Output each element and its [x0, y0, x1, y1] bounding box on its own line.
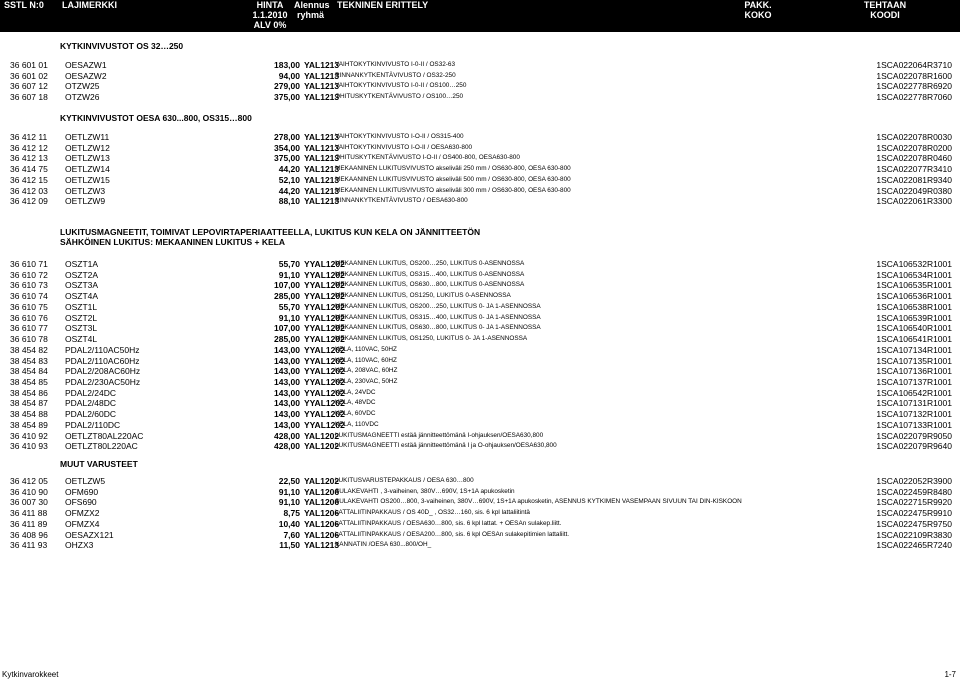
header-tehtaan: TEHTAAN — [863, 0, 907, 10]
footer-page-number: 1-7 — [944, 670, 956, 679]
product-number: 36 610 75 — [10, 301, 48, 312]
discount-group: YAL1213 — [304, 70, 340, 81]
table-row — [0, 420, 960, 431]
technical-description: MEKAANINEN LUKITUSVIVUSTO akseliväli 500 mm / OS630-800, OESA 630-800 — [335, 175, 571, 183]
header-ryhma: ryhmä — [297, 10, 325, 20]
discount-group: YYAL1202 — [304, 334, 345, 344]
product-type: OSZT2L — [65, 312, 98, 323]
factory-code: 1SCA106539R1001 — [876, 312, 952, 323]
footer-left: Kytkinvarokkeet — [2, 670, 59, 679]
product-number: 38 454 88 — [10, 409, 48, 420]
factory-code: 1SCA022778R7060 — [876, 92, 952, 103]
product-price: 91,10 — [278, 312, 300, 323]
product-type: OETLZT80L220AC — [65, 441, 138, 452]
discount-group: YAL1202 — [304, 441, 340, 452]
product-number: 36 408 96 — [10, 529, 48, 540]
product-type: OHZX3 — [65, 540, 94, 551]
technical-description: MEKAANINEN LUKITUS, OS315…400, LUKITUS 0-ASENNOSSA — [335, 270, 525, 278]
discount-group: YYAL1202 — [304, 344, 345, 355]
product-number: 38 454 84 — [10, 366, 48, 377]
product-price: 428,00 — [274, 430, 300, 441]
product-price: 279,00 — [274, 81, 300, 92]
discount-group: YAL1202 — [304, 476, 340, 486]
technical-description: KELA, 24VDC — [335, 388, 376, 396]
table-row — [0, 270, 960, 281]
technical-description: MEKAANINEN LUKITUS, OS1250, LUKITUS 0- JA 1-ASENNOSSA — [335, 335, 528, 342]
product-price: 55,70 — [278, 301, 300, 312]
product-price: 88,10 — [278, 196, 300, 207]
technical-description: OHITUSKYTKENTÄVIVUSTO I-O-II / OS400-800, OESA630-800 — [335, 154, 520, 162]
factory-code: 1SCA022064R3710 — [876, 60, 952, 70]
discount-group: YAL1213 — [304, 132, 340, 142]
product-number: 38 454 89 — [10, 419, 48, 430]
factory-code: 1SCA106540R1001 — [876, 323, 952, 334]
product-type: OETLZT80AL220AC — [65, 430, 144, 441]
header-tekninen-erittely: TEKNINEN ERITTELY — [337, 0, 429, 10]
factory-code: 1SCA107131R1001 — [876, 398, 952, 409]
factory-code: 1SCA106536R1001 — [876, 291, 952, 302]
discount-group: YYAL1202 — [304, 419, 345, 430]
product-type: PDAL2/230AC50Hz — [65, 376, 141, 387]
factory-code: 1SCA022778R6920 — [876, 81, 952, 92]
technical-description: MEKAANINEN LUKITUS, OS630…800, LUKITUS 0-ASENNOSSA — [335, 281, 525, 289]
product-price: 375,00 — [274, 92, 300, 103]
product-type: PDAL2/208AC60Hz — [65, 366, 141, 377]
product-price: 143,00 — [274, 355, 300, 366]
table-row — [0, 431, 960, 442]
discount-group: YYAL1202 — [304, 376, 345, 387]
product-number: 36 610 73 — [10, 280, 48, 291]
technical-description: LATTALIITINPAKKAUS / OESA630…800, sis. 6 kpl lattat. + OESAn sulakep.liitt. — [335, 519, 562, 527]
product-number: 36 601 01 — [10, 60, 48, 70]
product-price: 91,10 — [278, 486, 300, 497]
technical-description: MEKAANINEN LUKITUS, OS200…250, LUKITUS 0- JA 1-ASENNOSSA — [335, 302, 541, 310]
header-hinta: HINTA — [256, 0, 284, 10]
product-number: 36 610 76 — [10, 312, 48, 323]
product-type: OETLZW5 — [65, 476, 106, 486]
technical-description: RINNANKYTKENTÄVIVUSTO / OS32-250 — [335, 71, 456, 79]
product-price: 8,75 — [283, 508, 300, 519]
table-row — [0, 388, 960, 399]
technical-description: RINNANKYTKENTÄVIVUSTO / OESA630-800 — [335, 197, 468, 205]
table-row — [0, 540, 960, 551]
table-row — [0, 259, 960, 270]
factory-code: 1SCA107133R1001 — [876, 419, 952, 430]
product-type: OFM690 — [65, 486, 99, 497]
product-type: OETLZW11 — [65, 132, 110, 142]
technical-description: VAIHTOKYTKINVIVUSTO I-0-II / OS100…250 — [335, 82, 467, 90]
table-row — [0, 366, 960, 377]
product-type: OESAZW1 — [65, 60, 107, 70]
product-price: 143,00 — [274, 409, 300, 420]
product-number: 38 454 87 — [10, 398, 48, 409]
discount-group: YYAL1202 — [304, 312, 345, 323]
product-type: OETLZW15 — [65, 174, 110, 185]
product-type: OFMZX2 — [65, 508, 100, 519]
table-row — [0, 60, 960, 71]
product-number: 36 412 03 — [10, 185, 48, 196]
table-row — [0, 530, 960, 541]
discount-group: YYAL1202 — [304, 259, 345, 269]
discount-group: YYAL1202 — [304, 269, 345, 280]
product-type: PDAL2/110AC60Hz — [65, 355, 140, 366]
factory-code: 1SCA022078R1600 — [876, 70, 952, 81]
factory-code: 1SCA107134R1001 — [876, 344, 952, 355]
factory-code: 1SCA106538R1001 — [876, 301, 952, 312]
technical-description: MEKAANINEN LUKITUS, OS630…800, LUKITUS 0- JA 1-ASENNOSSA — [335, 324, 541, 332]
technical-description: KELA, 110VAC, 50HZ — [335, 345, 397, 353]
discount-group: YYAL1202 — [304, 366, 345, 377]
table-row — [0, 476, 960, 487]
product-type: OFS690 — [65, 497, 97, 508]
factory-code: 1SCA022081R9340 — [876, 174, 952, 185]
technical-description: OHITUSKYTKENTÄVIVUSTO / OS100…250 — [335, 93, 464, 101]
product-price: 354,00 — [274, 142, 300, 153]
table-row — [0, 497, 960, 508]
technical-description: MEKAANINEN LUKITUSVIVUSTO akseliväli 250 mm / OS630-800, OESA 630-800 — [335, 165, 571, 173]
product-number: 36 607 18 — [10, 92, 48, 103]
discount-group: YAL1213 — [304, 540, 340, 551]
technical-description: MEKAANINEN LUKITUSVIVUSTO akseliväli 300 mm / OS630-800, OESA 630-800 — [335, 186, 571, 194]
product-price: 285,00 — [274, 334, 300, 344]
product-type: OFMZX4 — [65, 518, 100, 529]
discount-group: YYAL1202 — [304, 301, 345, 312]
product-number: 36 610 72 — [10, 269, 48, 280]
product-number: 36 411 88 — [10, 508, 48, 519]
product-price: 91,10 — [278, 269, 300, 280]
technical-description: SULAKEVAHTI OS200…800, 3-vaiheinen, 380V…690V, 1S+1A apukosketin, ASENNUS KYTKIMEN VASEMPAAN SIVUUN TAI DIN-KISKOON — [335, 498, 742, 506]
technical-description: KELA, 110VAC, 60HZ — [335, 356, 397, 364]
product-type: OETLZW9 — [65, 196, 106, 207]
product-number: 36 610 78 — [10, 334, 48, 344]
product-number: 36 414 75 — [10, 164, 48, 175]
discount-group: YAL1213 — [304, 185, 340, 196]
section-title: KYTKINVIVUSTOT OS 32…250 — [60, 41, 184, 51]
table-row — [0, 153, 960, 164]
product-price: 55,70 — [278, 259, 300, 269]
discount-group: YAL1206 — [304, 497, 340, 508]
product-price: 91,10 — [278, 497, 300, 508]
product-number: 36 410 90 — [10, 486, 48, 497]
product-price: 143,00 — [274, 344, 300, 355]
technical-description: VAIHTOKYTKINVIVUSTO I-0-II / OS32-63 — [335, 61, 456, 68]
table-row — [0, 143, 960, 154]
product-price: 44,20 — [278, 185, 300, 196]
product-price: 183,00 — [274, 60, 300, 70]
section-title: MUUT VARUSTEET — [60, 459, 138, 469]
discount-group: YYAL1202 — [304, 291, 345, 302]
product-type: PDAL2/110AC50Hz — [65, 344, 140, 355]
header-koko: KOKO — [744, 10, 772, 20]
discount-group: YYAL1202 — [304, 387, 345, 398]
table-row — [0, 280, 960, 291]
table-row — [0, 92, 960, 103]
factory-code: 1SCA022475R9750 — [876, 518, 952, 529]
product-price: 143,00 — [274, 419, 300, 430]
technical-description: LATTALIITINPAKKAUS / OS 40D_ , OS32…160, sis. 6 kpl lattaliitintä — [335, 509, 530, 517]
discount-group: YAL1206 — [304, 518, 340, 529]
product-price: 375,00 — [274, 153, 300, 164]
product-price: 44,20 — [278, 164, 300, 175]
table-row — [0, 508, 960, 519]
table-row — [0, 186, 960, 197]
factory-code: 1SCA022475R9910 — [876, 508, 952, 519]
product-type: OSZT4L — [65, 334, 98, 344]
product-price: 428,00 — [274, 441, 300, 452]
technical-description: KELA, 110VDC — [335, 420, 379, 428]
discount-group: YYAL1202 — [304, 355, 345, 366]
factory-code: 1SCA022052R3900 — [876, 476, 952, 486]
factory-code: 1SCA022079R9050 — [876, 430, 952, 441]
discount-group: YAL1213 — [304, 196, 340, 207]
product-type: OSZT2A — [65, 269, 99, 280]
technical-description: LUKITUSVARUSTEPAKKAUS / OESA 630…800 — [335, 477, 474, 484]
table-row — [0, 519, 960, 530]
discount-group: YAL1213 — [304, 60, 340, 70]
table-row — [0, 71, 960, 82]
table-row — [0, 302, 960, 313]
factory-code: 1SCA106532R1001 — [876, 259, 952, 269]
discount-group: YAL1213 — [304, 153, 340, 164]
product-price: 143,00 — [274, 387, 300, 398]
product-type: OSZT1A — [65, 259, 99, 269]
table-row — [0, 377, 960, 388]
section-title: LUKITUSMAGNEETIT, TOIMIVAT LEPOVIRTAPERIAATTEELLA, LUKITUS KUN KELA ON JÄNNITTEETÖN — [60, 227, 481, 237]
factory-code: 1SCA106541R1001 — [876, 334, 952, 344]
header-alv: ALV 0% — [253, 20, 287, 30]
discount-group: YAL1213 — [304, 81, 340, 92]
product-type: OTZW25 — [65, 81, 100, 92]
table-row — [0, 164, 960, 175]
technical-description: KELA, 208VAC, 60HZ — [335, 367, 398, 375]
product-type: OETLZW14 — [65, 164, 110, 175]
section-title: KYTKINVIVUSTOT OESA 630...800, OS315…800 — [60, 113, 252, 123]
technical-description: LATTALIITINPAKKAUS / OESA200…800, sis. 6 kpl OESAn sulakepitimien lattaliitt. — [335, 530, 570, 538]
technical-description: MEKAANINEN LUKITUS, OS1250, LUKITUS 0-ASENNOSSA — [335, 292, 511, 300]
product-price: 107,00 — [274, 323, 300, 334]
technical-description: SULAKEVAHTI , 3-vaiheinen, 380V…690V, 1S+1A apukosketin — [335, 487, 515, 495]
product-type: OETLZW3 — [65, 185, 106, 196]
table-row — [0, 398, 960, 409]
product-number: 38 454 85 — [10, 376, 48, 387]
table-row — [0, 175, 960, 186]
table-row — [0, 334, 960, 345]
product-price: 11,50 — [279, 540, 300, 551]
factory-code: 1SCA022061R3300 — [876, 196, 952, 207]
product-number: 36 411 89 — [10, 518, 48, 529]
table-row — [0, 291, 960, 302]
product-number: 36 412 09 — [10, 196, 48, 207]
product-number: 38 454 86 — [10, 387, 48, 398]
factory-code: 1SCA022078R0200 — [876, 142, 952, 153]
product-price: 143,00 — [274, 376, 300, 387]
factory-code: 1SCA022049R0380 — [876, 185, 952, 196]
product-type: PDAL2/110DC — [65, 419, 121, 430]
discount-group: YAL1206 — [304, 486, 340, 497]
discount-group: YYAL1202 — [304, 280, 345, 291]
product-type: OSZT3A — [65, 280, 99, 291]
table-row — [0, 196, 960, 207]
product-number: 36 412 11 — [10, 132, 48, 142]
table-row — [0, 132, 960, 143]
discount-group: YAL1213 — [304, 142, 340, 153]
product-price: 10,40 — [278, 518, 300, 529]
technical-description: KELA, 230VAC, 50HZ — [335, 377, 398, 385]
product-number: 36 610 71 — [10, 259, 48, 269]
table-row — [0, 313, 960, 324]
discount-group: YAL1213 — [304, 164, 340, 175]
product-price: 278,00 — [274, 132, 300, 142]
factory-code: 1SCA107132R1001 — [876, 409, 952, 420]
product-price: 22,50 — [278, 476, 300, 486]
table-row — [0, 345, 960, 356]
table-row — [0, 409, 960, 420]
discount-group: YYAL1202 — [304, 409, 345, 420]
product-type: OSZT1L — [65, 301, 98, 312]
product-price: 285,00 — [274, 291, 300, 302]
technical-description: KANNATIN /OESA 630...800/OH_ — [335, 541, 432, 549]
factory-code: 1SCA107136R1001 — [876, 366, 952, 377]
technical-description: LUKITUSMAGNEETTI estää jännitteettömänä I ja O-ohjauksen/OESA630,800 — [335, 442, 557, 450]
factory-code: 1SCA022078R0030 — [876, 132, 952, 142]
product-number: 36 410 93 — [10, 441, 48, 452]
discount-group: YAL1202 — [304, 430, 340, 441]
table-row — [0, 323, 960, 334]
technical-description: MEKAANINEN LUKITUS, OS200…250, LUKITUS 0-ASENNOSSA — [335, 260, 525, 267]
product-number: 36 412 15 — [10, 174, 48, 185]
product-type: PDAL2/24DC — [65, 387, 117, 398]
technical-description: MEKAANINEN LUKITUS, OS315…400, LUKITUS 0- JA 1-ASENNOSSA — [335, 313, 541, 321]
product-number: 36 601 02 — [10, 70, 48, 81]
product-type: OETLZW12 — [65, 142, 110, 153]
product-type: OTZW26 — [65, 92, 100, 103]
technical-description: KELA, 48VDC — [335, 399, 376, 407]
factory-code: 1SCA107135R1001 — [876, 355, 952, 366]
factory-code: 1SCA106542R1001 — [876, 387, 952, 398]
factory-code: 1SCA107137R1001 — [876, 376, 952, 387]
product-number: 38 454 82 — [10, 344, 48, 355]
column-header-bar — [0, 0, 960, 32]
header-pakk: PAKK. — [744, 0, 772, 10]
product-number: 36 610 74 — [10, 291, 48, 302]
table-row — [0, 487, 960, 498]
table-row — [0, 441, 960, 452]
header-hinta-date: 1.1.2010 — [252, 10, 288, 20]
factory-code: 1SCA022077R3410 — [876, 164, 952, 175]
product-number: 36 410 92 — [10, 430, 48, 441]
table-row — [0, 356, 960, 367]
factory-code: 1SCA106535R1001 — [876, 280, 952, 291]
technical-description: LUKITUSMAGNEETTI estää jännitteettömänä I-ohjauksen/OESA630,800 — [335, 431, 544, 439]
product-price: 94,00 — [278, 70, 300, 81]
product-type: OSZT3L — [65, 323, 98, 334]
product-type: PDAL2/60DC — [65, 409, 117, 420]
factory-code: 1SCA022079R9640 — [876, 441, 952, 452]
product-price: 107,00 — [274, 280, 300, 291]
product-number: 36 610 77 — [10, 323, 48, 334]
product-type: OETLZW13 — [65, 153, 110, 164]
technical-description: VAIHTOKYTKINVIVUSTO I-O-II / OS315-400 — [335, 133, 464, 140]
product-number: 38 454 83 — [10, 355, 48, 366]
product-price: 143,00 — [274, 366, 300, 377]
product-price: 143,00 — [274, 398, 300, 409]
product-number: 36 412 13 — [10, 153, 48, 164]
product-price: 7,60 — [283, 529, 300, 540]
discount-group: YYAL1202 — [304, 323, 345, 334]
discount-group: YAL1213 — [304, 92, 340, 103]
product-type: OSZT4A — [65, 291, 99, 302]
factory-code: 1SCA022078R0460 — [876, 153, 952, 164]
header-sstl: SSTL N:0 — [4, 0, 44, 10]
factory-code: 1SCA022715R9920 — [876, 497, 952, 508]
product-type: PDAL2/48DC — [65, 398, 117, 409]
product-type: OESAZX121 — [65, 529, 114, 540]
discount-group: YYAL1202 — [304, 398, 345, 409]
factory-code: 1SCA022465R7240 — [876, 540, 952, 551]
discount-group: YAL1206 — [304, 529, 340, 540]
factory-code: 1SCA022109R3830 — [876, 529, 952, 540]
factory-code: 1SCA022459R8480 — [876, 486, 952, 497]
product-number: 36 607 12 — [10, 81, 48, 92]
section-subtitle: SÄHKÖINEN LUKITUS: MEKAANINEN LUKITUS + KELA — [60, 237, 286, 247]
product-number: 36 007 30 — [10, 497, 48, 508]
product-number: 36 412 12 — [10, 142, 48, 153]
discount-group: YAL1213 — [304, 174, 340, 185]
header-alennus: Alennus — [294, 0, 330, 10]
technical-description: KELA, 60VDC — [335, 410, 376, 418]
product-number: 36 411 93 — [10, 540, 48, 551]
header-koodi: KOODI — [870, 10, 900, 20]
product-type: OESAZW2 — [65, 70, 107, 81]
product-price: 52,10 — [278, 174, 300, 185]
header-lajimerkki: LAJIMERKKI — [62, 0, 118, 10]
technical-description: VAIHTOKYTKINVIVUSTO I-O-II / OESA630-800 — [335, 143, 473, 151]
discount-group: YAL1206 — [304, 508, 340, 519]
table-row — [0, 81, 960, 92]
product-number: 36 412 05 — [10, 476, 48, 486]
factory-code: 1SCA106534R1001 — [876, 269, 952, 280]
